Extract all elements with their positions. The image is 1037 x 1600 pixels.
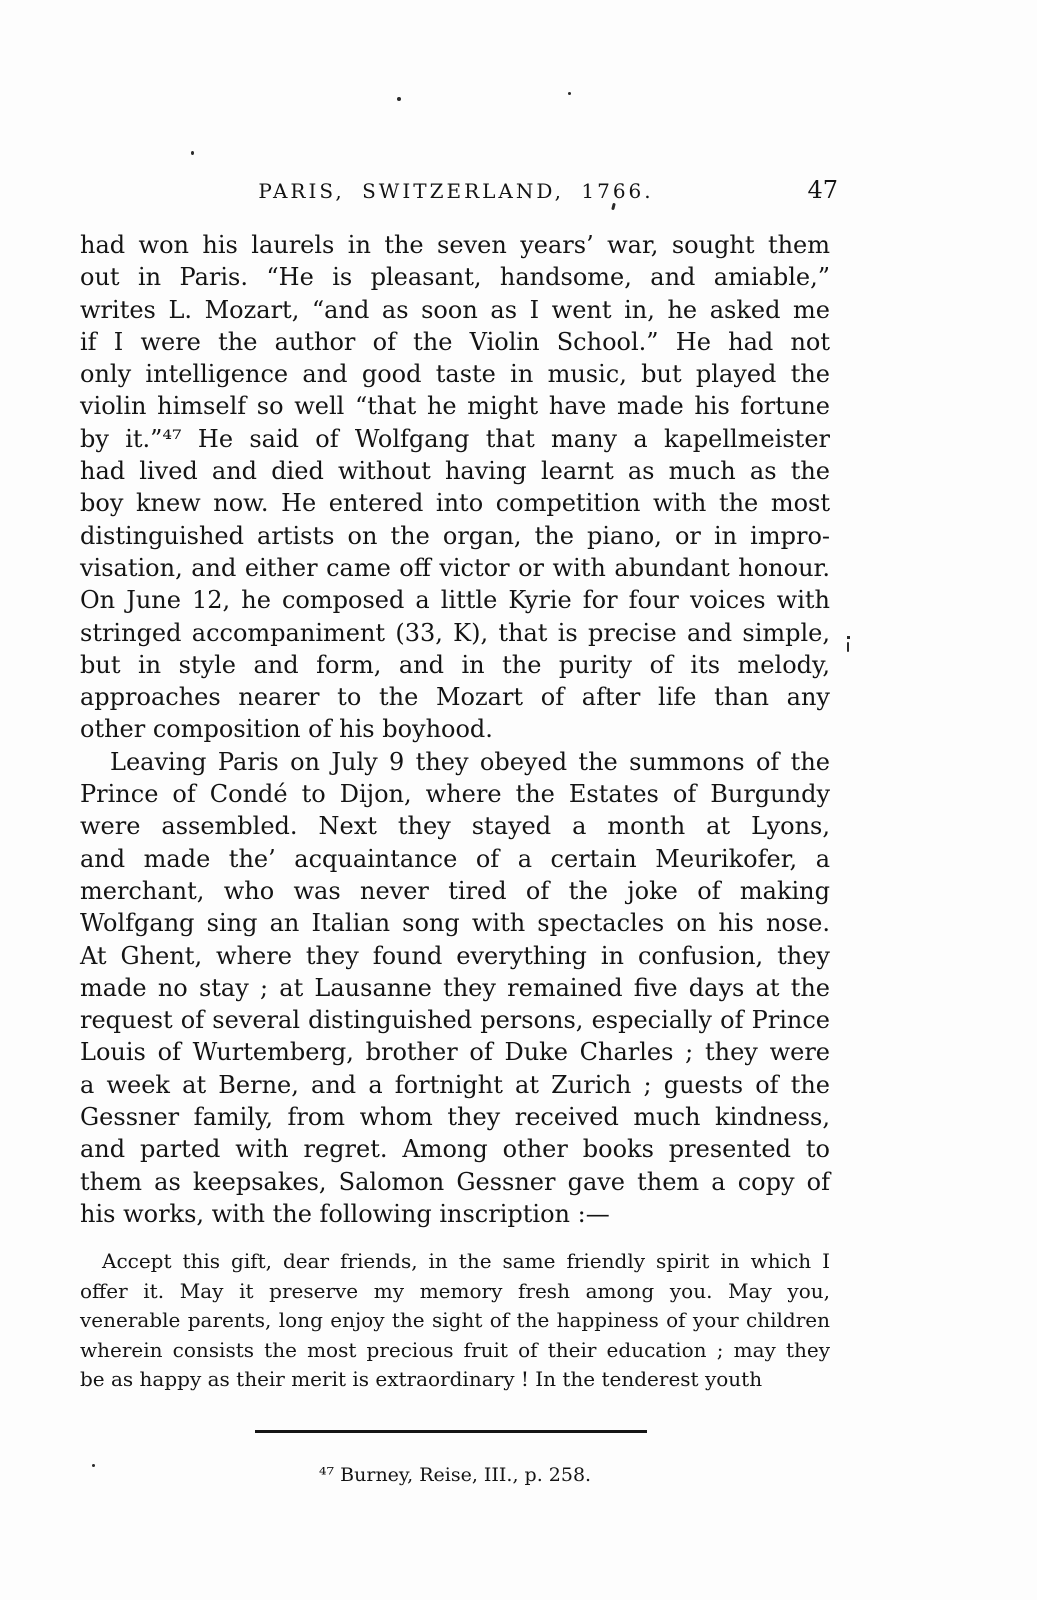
- scan-speck: [397, 97, 401, 101]
- text-line: violin himself so well “that he might have made his fortune: [80, 392, 830, 421]
- text-line: merchant, who was never tired of the joke of making: [80, 876, 830, 905]
- scan-speck: [568, 92, 571, 95]
- text-line: a week at Berne, and a fortnight at Zurich ; guests of the: [80, 1070, 830, 1099]
- quote-line: be as happy as their merit is extraordinary ! In the tenderest youth: [80, 1367, 763, 1391]
- quote-line: Accept this gift, dear friends, in the same friendly spirit in which I: [102, 1249, 830, 1273]
- text-line: had won his laurels in the seven years’ war, sought them: [80, 231, 830, 259]
- paragraph-1: [80, 229, 830, 746]
- inscription-quote: [80, 1247, 830, 1395]
- quote-line: wherein consists the most precious fruit of their education ; may they: [80, 1337, 830, 1362]
- text-line: request of several distinguished persons, especially of Prince: [80, 1006, 830, 1035]
- text-line: Gessner family, from whom they received much kindness,: [80, 1103, 830, 1132]
- text-line: only intelligence and good taste in music, but played the: [80, 360, 830, 389]
- text-line: them as keepsakes, Salomon Gessner gave them a copy of: [80, 1167, 830, 1196]
- text-line: Prince of Condé to Dijon, where the Estates of Burgundy: [80, 780, 830, 809]
- text-line: Leaving Paris on July 9 they obeyed the summons of the: [110, 747, 830, 776]
- text-line: his works, with the following inscription :—: [80, 1199, 610, 1228]
- scan-speck: [847, 636, 850, 639]
- text-line: were assembled. Next they stayed a month at Lyons,: [80, 812, 830, 841]
- text-line: made no stay ; at Lausanne they remained five days at the: [80, 973, 830, 1002]
- text-line: out in Paris. “He is pleasant, handsome, and amiable,”: [80, 263, 830, 292]
- header-title: PARIS, SWITZERLAND, 1766.: [258, 179, 654, 203]
- text-line: had lived and died without having learnt as much as the: [80, 457, 830, 486]
- text-line: boy knew now. He entered into competition with the most: [80, 489, 830, 518]
- scan-speck: [92, 1464, 95, 1467]
- page-number: 47: [807, 176, 838, 204]
- quote-line: venerable parents, long enjoy the sight of the happiness of your children: [80, 1308, 830, 1332]
- text-line: by it.”⁴⁷ He said of Wolfgang that many a kapellmeister: [80, 424, 830, 453]
- text-line: other composition of his boyhood.: [80, 715, 493, 744]
- text-line: and parted with regret. Among other books presented to: [80, 1135, 830, 1164]
- text-line: if I were the author of the Violin School.” He had not: [80, 327, 830, 356]
- text-line: Wolfgang sing an Italian song with spectacles on his nose.: [80, 909, 830, 938]
- text-line: but in style and form, and in the purity of its melody,: [80, 650, 830, 679]
- scan-speck: [847, 642, 849, 652]
- paragraph-2: [80, 746, 830, 1230]
- text-line: and made the’ acquaintance of a certain Meurikofer, a: [80, 844, 830, 873]
- text-line: stringed accompaniment (33, K), that is precise and simple,: [80, 618, 830, 647]
- text-line: visation, and either came off victor or with abundant honour.: [80, 553, 830, 582]
- text-line: approaches nearer to the Mozart of after life than any: [80, 683, 830, 712]
- text-column: [80, 229, 830, 1230]
- text-line: distinguished artists on the organ, the piano, or in impro-: [80, 521, 830, 550]
- text-line: On June 12, he composed a little Kyrie for four voices with: [80, 586, 830, 615]
- scan-speck: [191, 151, 194, 155]
- footnote-rule: [255, 1430, 647, 1433]
- text-line: At Ghent, where they found everything in confusion, they: [80, 941, 830, 970]
- running-header: [80, 176, 838, 210]
- quote-line: offer it. May it preserve my memory fresh among you. May you,: [80, 1278, 830, 1303]
- text-line: writes L. Mozart, “and as soon as I went in, he asked me: [80, 295, 830, 324]
- text-line: Louis of Wurtemberg, brother of Duke Charles ; they were: [80, 1038, 830, 1067]
- footnote-text: ⁴⁷ Burney, Reise, III., p. 258.: [318, 1464, 592, 1486]
